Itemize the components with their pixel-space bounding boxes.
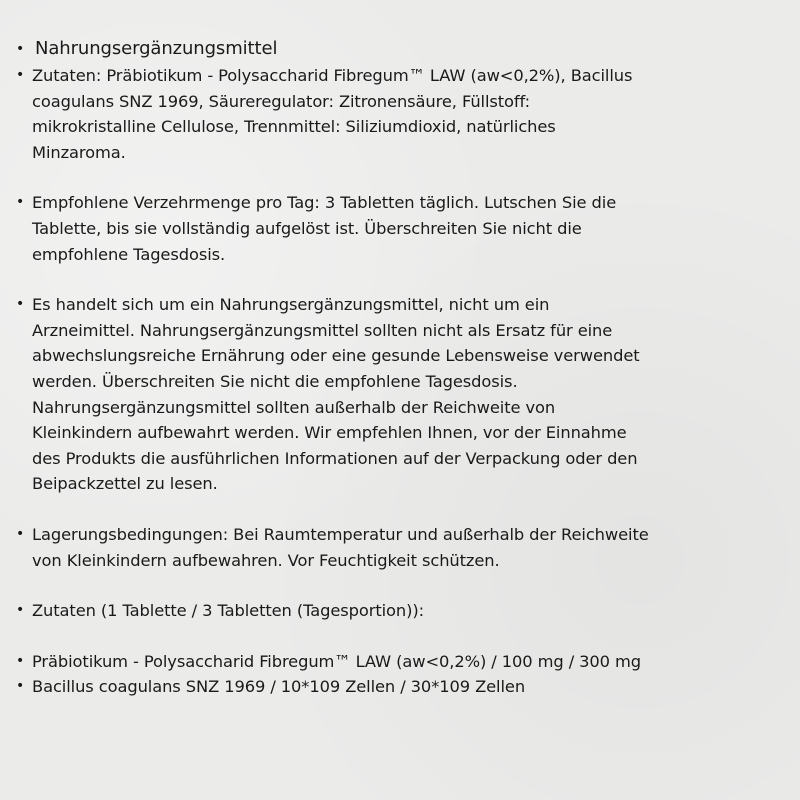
- bullet-icon: •: [16, 602, 25, 619]
- dosage-text: Empfohlene Verzehrmenge pro Tag: 3 Tabletten täglich. Lutschen Sie die Tablette, bis sie vollständig aufgelöst ist. Überschreiten Sie nicht die empfohlene Tagesdosis.: [32, 193, 617, 264]
- bullet-icon: •: [16, 678, 25, 695]
- list-item-dosage: [12, 190, 652, 267]
- bacillus-text: Bacillus coagulans SNZ 1969 / 10*109 Zellen / 30*109 Zellen: [32, 677, 526, 697]
- list-item-storage: [12, 522, 652, 573]
- list-item-disclaimer: [12, 292, 652, 497]
- disclaimer-text: Es handelt sich um ein Nahrungsergänzungsmittel, nicht um ein Arzneimittel. Nahrungsergänzungsmittel sollten nicht als Ersatz für eine abwechslungsreiche Ernährung oder eine gesunde Lebensweise verwendet werden. Überschreiten Sie nicht die empfohlene Tagesdosis. Nahrungsergänzungsmittel sollten außerhalb der Reichweite von Kleinkindern aufbewahrt werden. Wir empfehlen Ihnen, vor der Einnahme des Produkts die ausführlichen Informationen auf der Verpackung oder den Beipackzettel zu lesen.: [32, 295, 640, 494]
- spacer: [12, 624, 652, 649]
- list-item-ingredients: [12, 63, 652, 165]
- bullet-icon: •: [16, 41, 25, 57]
- list-item-bacillus: [12, 674, 652, 700]
- spacer: [12, 267, 652, 292]
- ingredients-text: Zutaten: Präbiotikum - Polysaccharid Fibregum™ LAW (aw<0,2%), Bacillus coagulans SNZ 1969, Säureregulator: Zitronensäure, Füllstoff: mikrokristalline Cellulose, Trennmittel: Siliziumdioxid, natürliches Minzaroma.: [32, 66, 633, 162]
- composition-header-text: Zutaten (1 Tablette / 3 Tabletten (Tagesportion)):: [32, 601, 425, 621]
- bullet-icon: •: [16, 296, 25, 313]
- bullet-icon: •: [16, 194, 25, 211]
- spacer: [12, 573, 652, 598]
- spacer: [12, 497, 652, 522]
- bullet-icon: •: [16, 652, 25, 669]
- bullet-icon: •: [16, 525, 25, 542]
- storage-text: Lagerungsbedingungen: Bei Raumtemperatur und außerhalb der Reichweite von Kleinkindern aufbewahren. Vor Feuchtigkeit schützen.: [32, 524, 649, 570]
- document-title: [12, 36, 652, 62]
- bullet-icon: •: [16, 67, 25, 83]
- title-text: Nahrungsergänzungsmittel: [35, 38, 278, 59]
- prebiotic-text: Präbiotikum - Polysaccharid Fibregum™ LAW (aw<0,2%) / 100 mg / 300 mg: [32, 651, 641, 671]
- list-item-composition-header: [12, 598, 652, 624]
- list-item-prebiotic: [12, 649, 652, 675]
- document-content: [12, 36, 652, 700]
- spacer: [12, 165, 652, 190]
